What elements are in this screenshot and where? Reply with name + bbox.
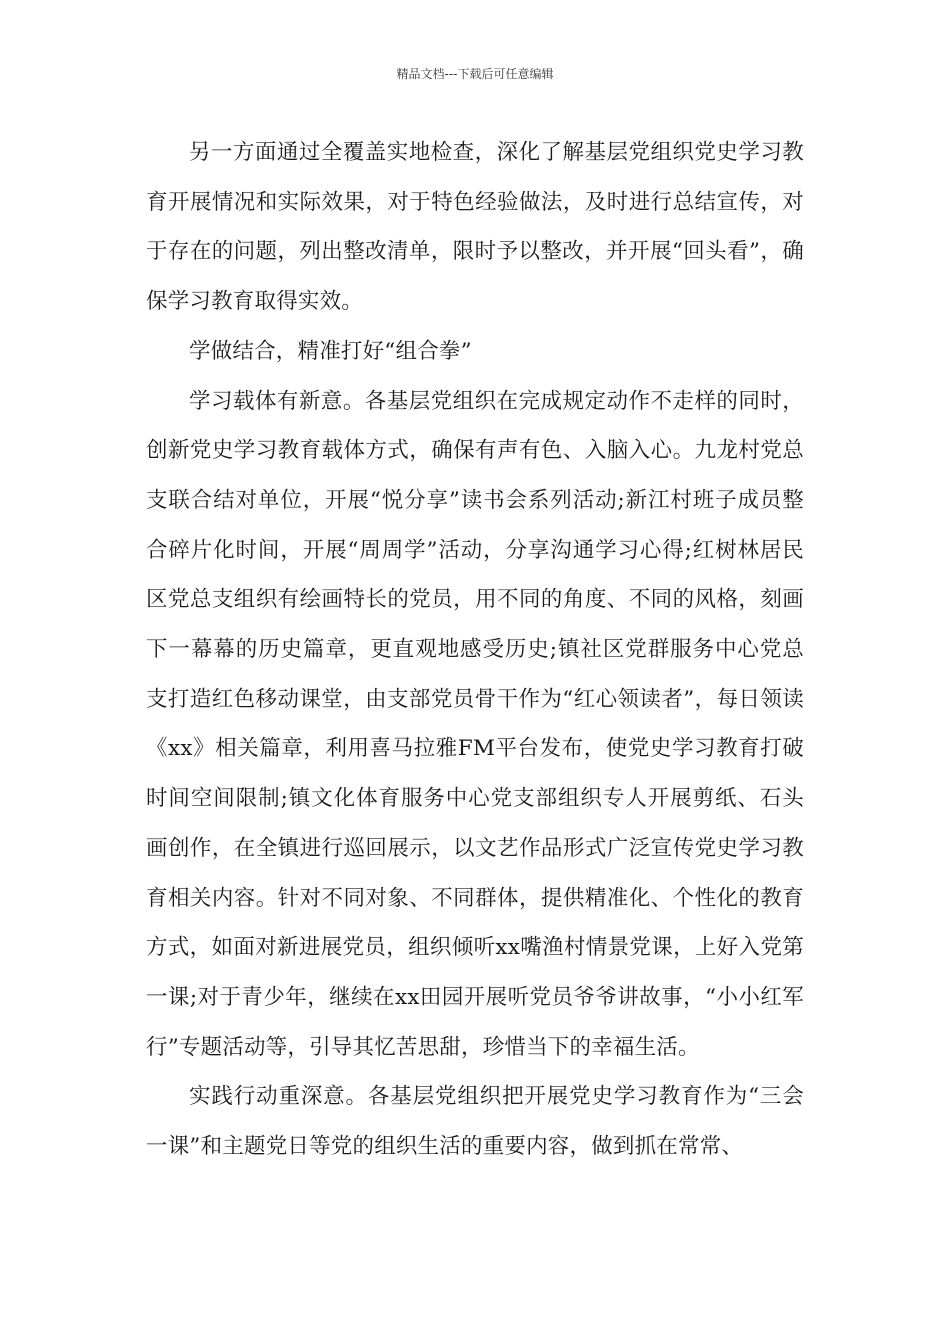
- page-header: 精品文档---下载后可任意编辑: [396, 67, 554, 81]
- paragraph-heading-combination: 学做结合，精准打好“组合拳”: [189, 338, 472, 364]
- paragraph-learning-carriers: 学习载体有新意。各基层党组织在完成规定动作不走样的同时，创新党史学习教育载体方式，确保有声有色、入脑入心。九龙村党总支联合结对单位，开展“悦分享”读书会系列活动;新江村班子成员整合碎片化时间，开展“周周学”活动，分享沟通学习心得;红树林居民区党总支组织有绘画特长的党员，用不同的角度、不同的风格，刻画下一幕幕的历史篇章，更直观地感受历史;镇社区党群服务中心党总支打造红色移动课堂，由支部党员骨干作为“红心领读者”，每日领读《xx》相关篇章，利用喜马拉雅FM平台发布，使党史学习教育打破时间空间限制;镇文化体育服务中心党支部组织专人开展剪纸、石头画创作，在全镇进行巡回展示，以文艺作品形式广泛宣传党史学习教育相关内容。针对不同对象、不同群体，提供精准化、个性化的教育方式，如面对新进展党员，组织倾听xx嘴渔村情景党课，上好入党第一课;对于青少年，继续在xx田园开展听党员爷爷讲故事，“小小红军行”专题活动等，引导其忆苦思甜，珍惜当下的幸福生活。: [146, 388, 804, 1060]
- document-body: [146, 128, 804, 1172]
- paragraph-practice-actions: 实践行动重深意。各基层党组织把开展党史学习教育作为“三会一课”和主题党日等党的组织生活的重要内容，做到抓在常常、: [146, 1084, 804, 1160]
- paragraph-inspection: 另一方面通过全覆盖实地检查，深化了解基层党组织党史学习教育开展情况和实际效果，对于特色经验做法，及时进行总结宣传，对于存在的问题，列出整改清单，限时予以整改，并开展“回头看”，确保学习教育取得实效。: [146, 140, 804, 315]
